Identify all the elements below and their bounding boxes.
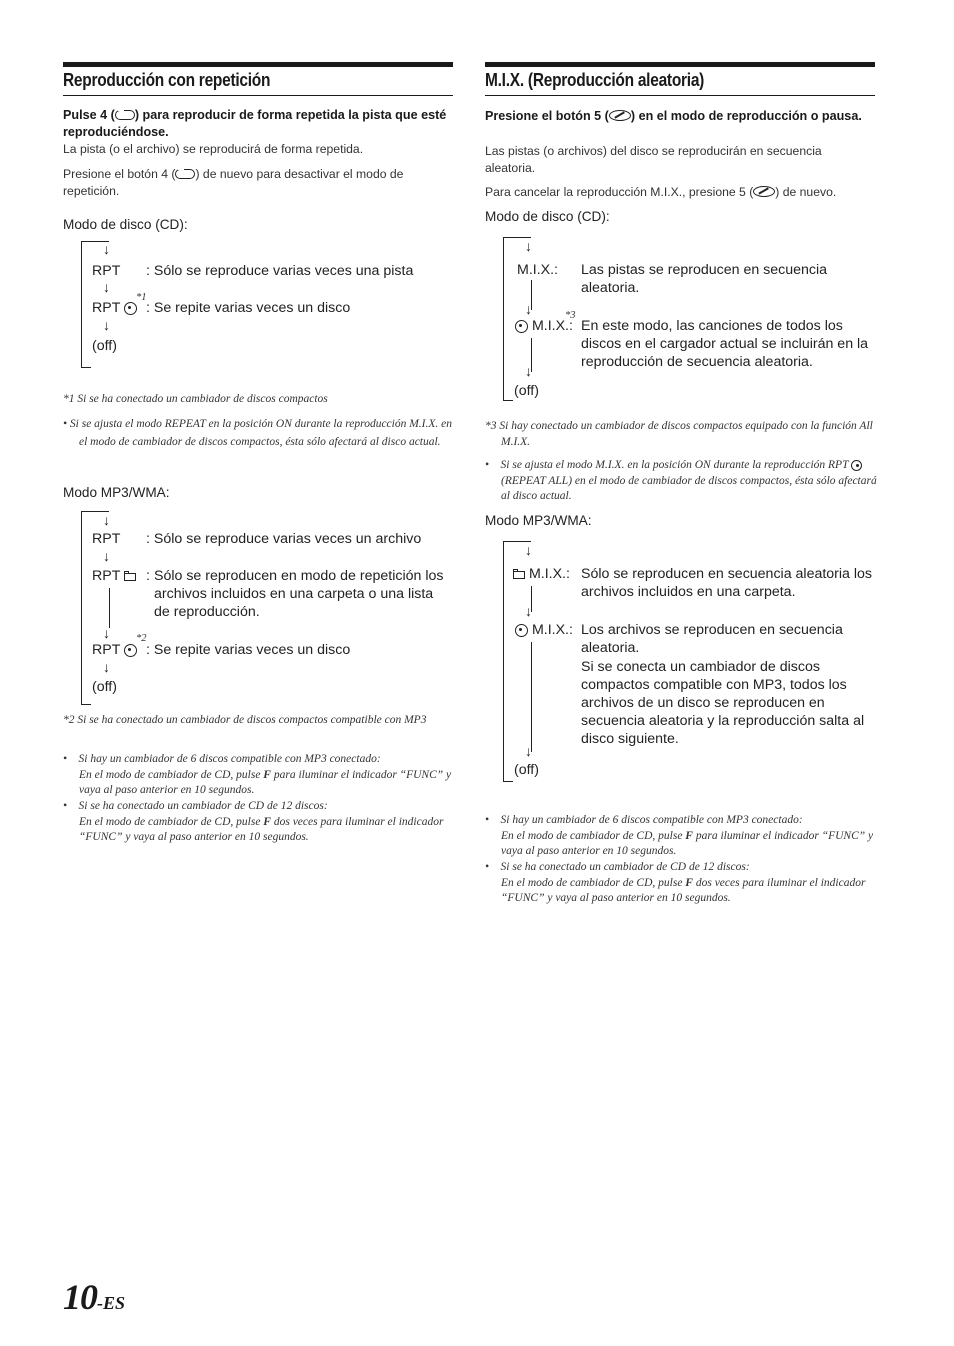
paragraph [485, 184, 875, 201]
mp3-mode-label: Modo MP3/WMA: [485, 513, 592, 528]
folder-icon [124, 573, 136, 581]
repeat-icon [115, 110, 135, 120]
down-arrow-icon: ↓ [525, 603, 532, 619]
bullet-text: En el modo de cambiador de CD, pulse [501, 876, 686, 889]
page-number-value: 10 [63, 1277, 97, 1317]
flow-label: M.I.X.: [531, 622, 573, 638]
mix-icon [609, 110, 631, 121]
flow-line [109, 588, 110, 628]
flow-off: (off) [514, 762, 539, 778]
bullet-text: Si se ajusta el modo M.I.X. en la posición ON durante la reproducción RPT [500, 459, 852, 471]
disc-icon [515, 624, 528, 637]
flow-desc: Los archivos se reproducen en secuencia aleatoria. [581, 622, 843, 656]
mp3-mix-flow [485, 540, 875, 785]
instruction-text: Pulse [63, 108, 101, 122]
flow-label: RPT [92, 642, 121, 658]
flow-colon: : [146, 568, 150, 584]
bullet-text: Si hay un cambiador de 6 discos compatible con MP3 conectado: [500, 814, 803, 826]
instruction-text-end: para reproducir de forma repetida la pista que esté reproduciéndose. [63, 108, 447, 139]
footnote-bullet: • Si se ajusta el modo REPEAT en la posición ON durante la reproducción M.I.X. en el modo de cambiador de discos compactos, ésta sólo afectará al disco actual. [63, 418, 453, 448]
bullet-text: para iluminar el indicador “FUNC” y vaya al paso anterior en 10 segundos. [79, 768, 452, 796]
flow-desc: Sólo se reproducen en modo de repetición los archivos incluidos en una carpeta o una lista de reproducción. [154, 568, 444, 620]
flow-rpt-disc [92, 641, 137, 659]
paragraph-text: Para cancelar la reproducción M.I.X., presione 5 ( [485, 185, 754, 199]
section-header-repeat [63, 62, 453, 96]
flow-desc: En este modo, las canciones de todos los discos en el cargador actual se incluirán en la reproducción de secuencia aleatoria. [581, 318, 869, 370]
footnote-ref: *3 [565, 310, 576, 321]
down-arrow-icon: ↓ [525, 542, 532, 558]
disc-icon [515, 320, 528, 333]
flow-mix-disc [515, 317, 573, 335]
footnote: *1 Si se ha conectado un cambiador de discos compactos [63, 393, 328, 405]
flow-line [503, 237, 504, 400]
flow-desc: Si se conecta un cambiador de discos compactos compatible con MP3, todos los archivos de un disco se reproducen en secuencia aleatoria y la reproducción salta al disco siguiente. [581, 659, 865, 747]
down-arrow-icon: ↓ [525, 238, 532, 254]
key-5: 5 [594, 109, 602, 123]
cd-mode-label: Modo de disco (CD): [485, 209, 610, 224]
flow-mix: M.I.X.: [517, 262, 558, 278]
mp3-mode-label: Modo MP3/WMA: [63, 485, 170, 500]
down-arrow-icon: ↓ [103, 317, 110, 333]
folder-icon [513, 571, 525, 579]
cd-repeat-flow [63, 240, 453, 370]
footnote-bullet: • Si se ajusta el modo M.I.X. en la posición ON durante la reproducción RPT (REPEAT ALL) en el modo de cambiador de discos compactos, ésta sólo afectará al disco actual. [485, 459, 877, 502]
paragraph-text: ) de nuevo para desactivar el modo de repetición. [63, 167, 404, 198]
cd-mode-label: Modo de disco (CD): [63, 217, 188, 232]
bullet-text: Si se ha conectado un cambiador de CD de 12 discos: [500, 861, 750, 873]
flow-desc: Sólo se reproducen en secuencia aleatoria los archivos incluidos en una carpeta. [581, 566, 873, 600]
section-title: Reproducción con repetición [63, 70, 271, 90]
instruction: Pulse 4 ( ) para reproducir de forma repetida la pista que esté reproduciéndose. [63, 108, 447, 139]
footnote-bullet: • Si se ha conectado un cambiador de CD de 12 discos: En el modo de cambiador de CD, pulse F dos veces para iluminar el indicador “FUNC” y vaya al paso anterior en 10 segundos. [63, 800, 444, 843]
section-title: M.I.X. (Reproducción aleatoria) [485, 70, 705, 90]
bullet-text: Si hay un cambiador de 6 discos compatible con MP3 conectado: [78, 753, 381, 765]
paragraph-text: ) de nuevo. [775, 185, 837, 199]
key-4: 4 [100, 108, 108, 122]
down-arrow-icon: ↓ [103, 512, 110, 528]
instruction-text: Presione el botón [485, 109, 595, 123]
cd-mix-flow [485, 236, 875, 406]
down-arrow-icon: ↓ [103, 279, 110, 295]
page-suffix: -ES [97, 1293, 126, 1313]
disc-icon [124, 644, 137, 657]
bullet-text: Si se ha conectado un cambiador de CD de 12 discos: [78, 800, 328, 812]
flow-desc: : Sólo se reproduce varias veces un archivo [146, 531, 422, 547]
flow-line [81, 511, 82, 704]
bullet-text: (REPEAT ALL) en el modo de cambiador de discos compactos, ésta sólo afectará al disco actual. [501, 474, 877, 502]
footnote-bullet: • Si hay un cambiador de 6 discos compatible con MP3 conectado: En el modo de cambiador de CD, pulse F para iluminar el indicador “FUNC” y vaya al paso anterior en 10 segundos. [485, 814, 874, 857]
flow-line [503, 781, 513, 782]
mp3-repeat-flow [63, 510, 453, 710]
footnote-ref: *1 [136, 292, 147, 303]
flow-rpt: RPT [92, 263, 121, 279]
footnote: *3 Si hay conectado un cambiador de discos compactos equipado con la función All M.I.X. [485, 420, 873, 448]
flow-label: M.I.X.: [528, 566, 570, 582]
key-f: F [685, 829, 693, 842]
flow-desc: : Se repite varias veces un disco [146, 300, 351, 316]
key-f: F [263, 815, 271, 828]
flow-off: (off) [92, 338, 117, 354]
flow-desc: Las pistas se reproducen en secuencia aleatoria. [581, 262, 828, 296]
flow-line [531, 642, 532, 752]
flow-line [81, 241, 82, 367]
flow-mix-folder [513, 565, 570, 583]
disc-icon [851, 460, 862, 471]
paragraph [63, 166, 453, 200]
page-number [63, 1276, 125, 1318]
paragraph: La pista (o el archivo) se reproducirá de forma repetida. [63, 142, 364, 156]
flow-desc: : Se repite varias veces un disco [146, 642, 351, 658]
footnote-ref: *2 [136, 633, 147, 644]
flow-line [503, 541, 504, 781]
bullet-text: En el modo de cambiador de CD, pulse [79, 815, 264, 828]
flow-label: RPT [92, 300, 121, 316]
instruction-text-end: en el modo de reproducción o pausa. [635, 109, 862, 123]
down-arrow-icon: ↓ [525, 301, 532, 317]
footnote-bullet: • Si hay un cambiador de 6 discos compatible con MP3 conectado: En el modo de cambiador de CD, pulse F para iluminar el indicador “FUNC” y vaya al paso anterior en 10 segundos. [63, 753, 452, 796]
key-f: F [685, 876, 693, 889]
section-header-mix [485, 62, 875, 96]
flow-line [81, 367, 91, 368]
flow-rpt-disc [92, 299, 137, 317]
paragraph-text: Presione el botón 4 ( [63, 167, 176, 181]
down-arrow-icon: ↓ [103, 625, 110, 641]
paragraph: Las pistas (o archivos) del disco se reproducirán en secuencia aleatoria. [485, 144, 822, 175]
flow-label: M.I.X.: [531, 318, 573, 334]
bullet-text: En el modo de cambiador de CD, pulse [501, 829, 686, 842]
flow-rpt: RPT [92, 531, 121, 547]
bullet-text: dos veces para iluminar el indicador “FUNC” y vaya al paso anterior en 10 segundos. [501, 876, 866, 904]
flow-rpt-folder [92, 567, 136, 585]
instruction: Presione el botón 5 ( ) en el modo de reproducción o pausa. [485, 109, 862, 123]
down-arrow-icon: ↓ [103, 548, 110, 564]
footnote: *2 Si se ha conectado un cambiador de discos compactos compatible con MP3 [63, 714, 427, 726]
down-arrow-icon: ↓ [525, 743, 532, 759]
flow-label: RPT [92, 568, 121, 584]
flow-line [81, 704, 91, 705]
repeat-icon [175, 169, 195, 179]
flow-off: (off) [514, 383, 539, 399]
bullet-text: En el modo de cambiador de CD, pulse [79, 768, 264, 781]
down-arrow-icon: ↓ [525, 363, 532, 379]
flow-mix-disc [515, 621, 573, 639]
key-f: F [263, 768, 271, 781]
mix-icon [753, 186, 775, 197]
flow-line [503, 400, 513, 401]
down-arrow-icon: ↓ [103, 659, 110, 675]
flow-off: (off) [92, 679, 117, 695]
footnote-bullet: • Si se ha conectado un cambiador de CD de 12 discos: En el modo de cambiador de CD, pulse F dos veces para iluminar el indicador “FUNC” y vaya al paso anterior en 10 segundos. [485, 861, 866, 904]
bullet-text: para iluminar el indicador “FUNC” y vaya al paso anterior en 10 segundos. [501, 829, 874, 857]
bullet-text: dos veces para iluminar el indicador “FUNC” y vaya al paso anterior en 10 segundos. [79, 815, 444, 843]
down-arrow-icon: ↓ [103, 241, 110, 257]
flow-desc: : Sólo se reproduce varias veces una pista [146, 263, 414, 279]
disc-icon [124, 302, 137, 315]
